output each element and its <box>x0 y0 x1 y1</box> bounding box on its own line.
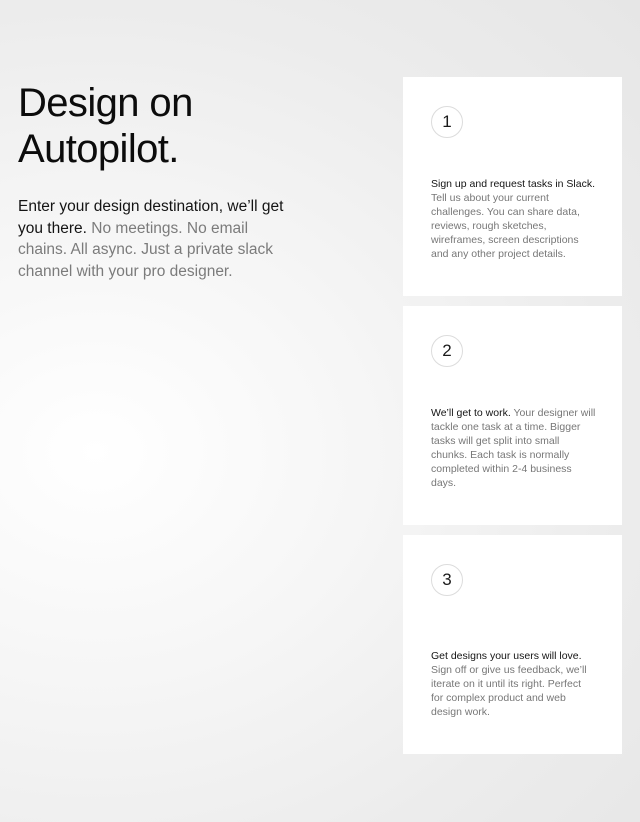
step-description <box>431 649 596 719</box>
step-card-3 <box>403 535 622 754</box>
step-card-1 <box>403 77 622 296</box>
step-lead: Get designs your users will love. <box>431 650 582 662</box>
page-title-line-2: Autopilot. <box>18 127 179 171</box>
hero-section <box>18 80 308 282</box>
step-card-2 <box>403 306 622 525</box>
page-title-line-1: Design on <box>18 81 193 125</box>
hero-description-muted: No meetings. No email chains. All async. Just a private slack channel with your pro designer. <box>18 219 274 280</box>
step-number-badge: 3 <box>431 564 463 596</box>
step-lead: Sign up and request tasks in Slack. <box>431 178 596 190</box>
page-title <box>18 80 308 172</box>
step-description <box>431 177 596 261</box>
step-description <box>431 406 596 490</box>
step-number-badge: 2 <box>431 335 463 367</box>
hero-description-strong: Enter your design destination, we’ll get you there. <box>18 198 284 237</box>
step-body: Your designer will tackle one task at a time. Bigger tasks will get split into small chunks. Each task is normally completed within 2-4 business days. <box>431 407 596 489</box>
step-lead: We’ll get to work. <box>431 407 511 419</box>
step-body: Sign off or give us feedback, we’ll iterate on it until its right. Perfect for complex product and web design work. <box>431 664 587 718</box>
hero-description <box>18 196 298 282</box>
step-body: Tell us about your current challenges. You can share data, reviews, rough sketches, wireframes, screen descriptions and any other project details. <box>431 192 580 260</box>
step-number-badge: 1 <box>431 106 463 138</box>
steps-list <box>403 77 622 764</box>
